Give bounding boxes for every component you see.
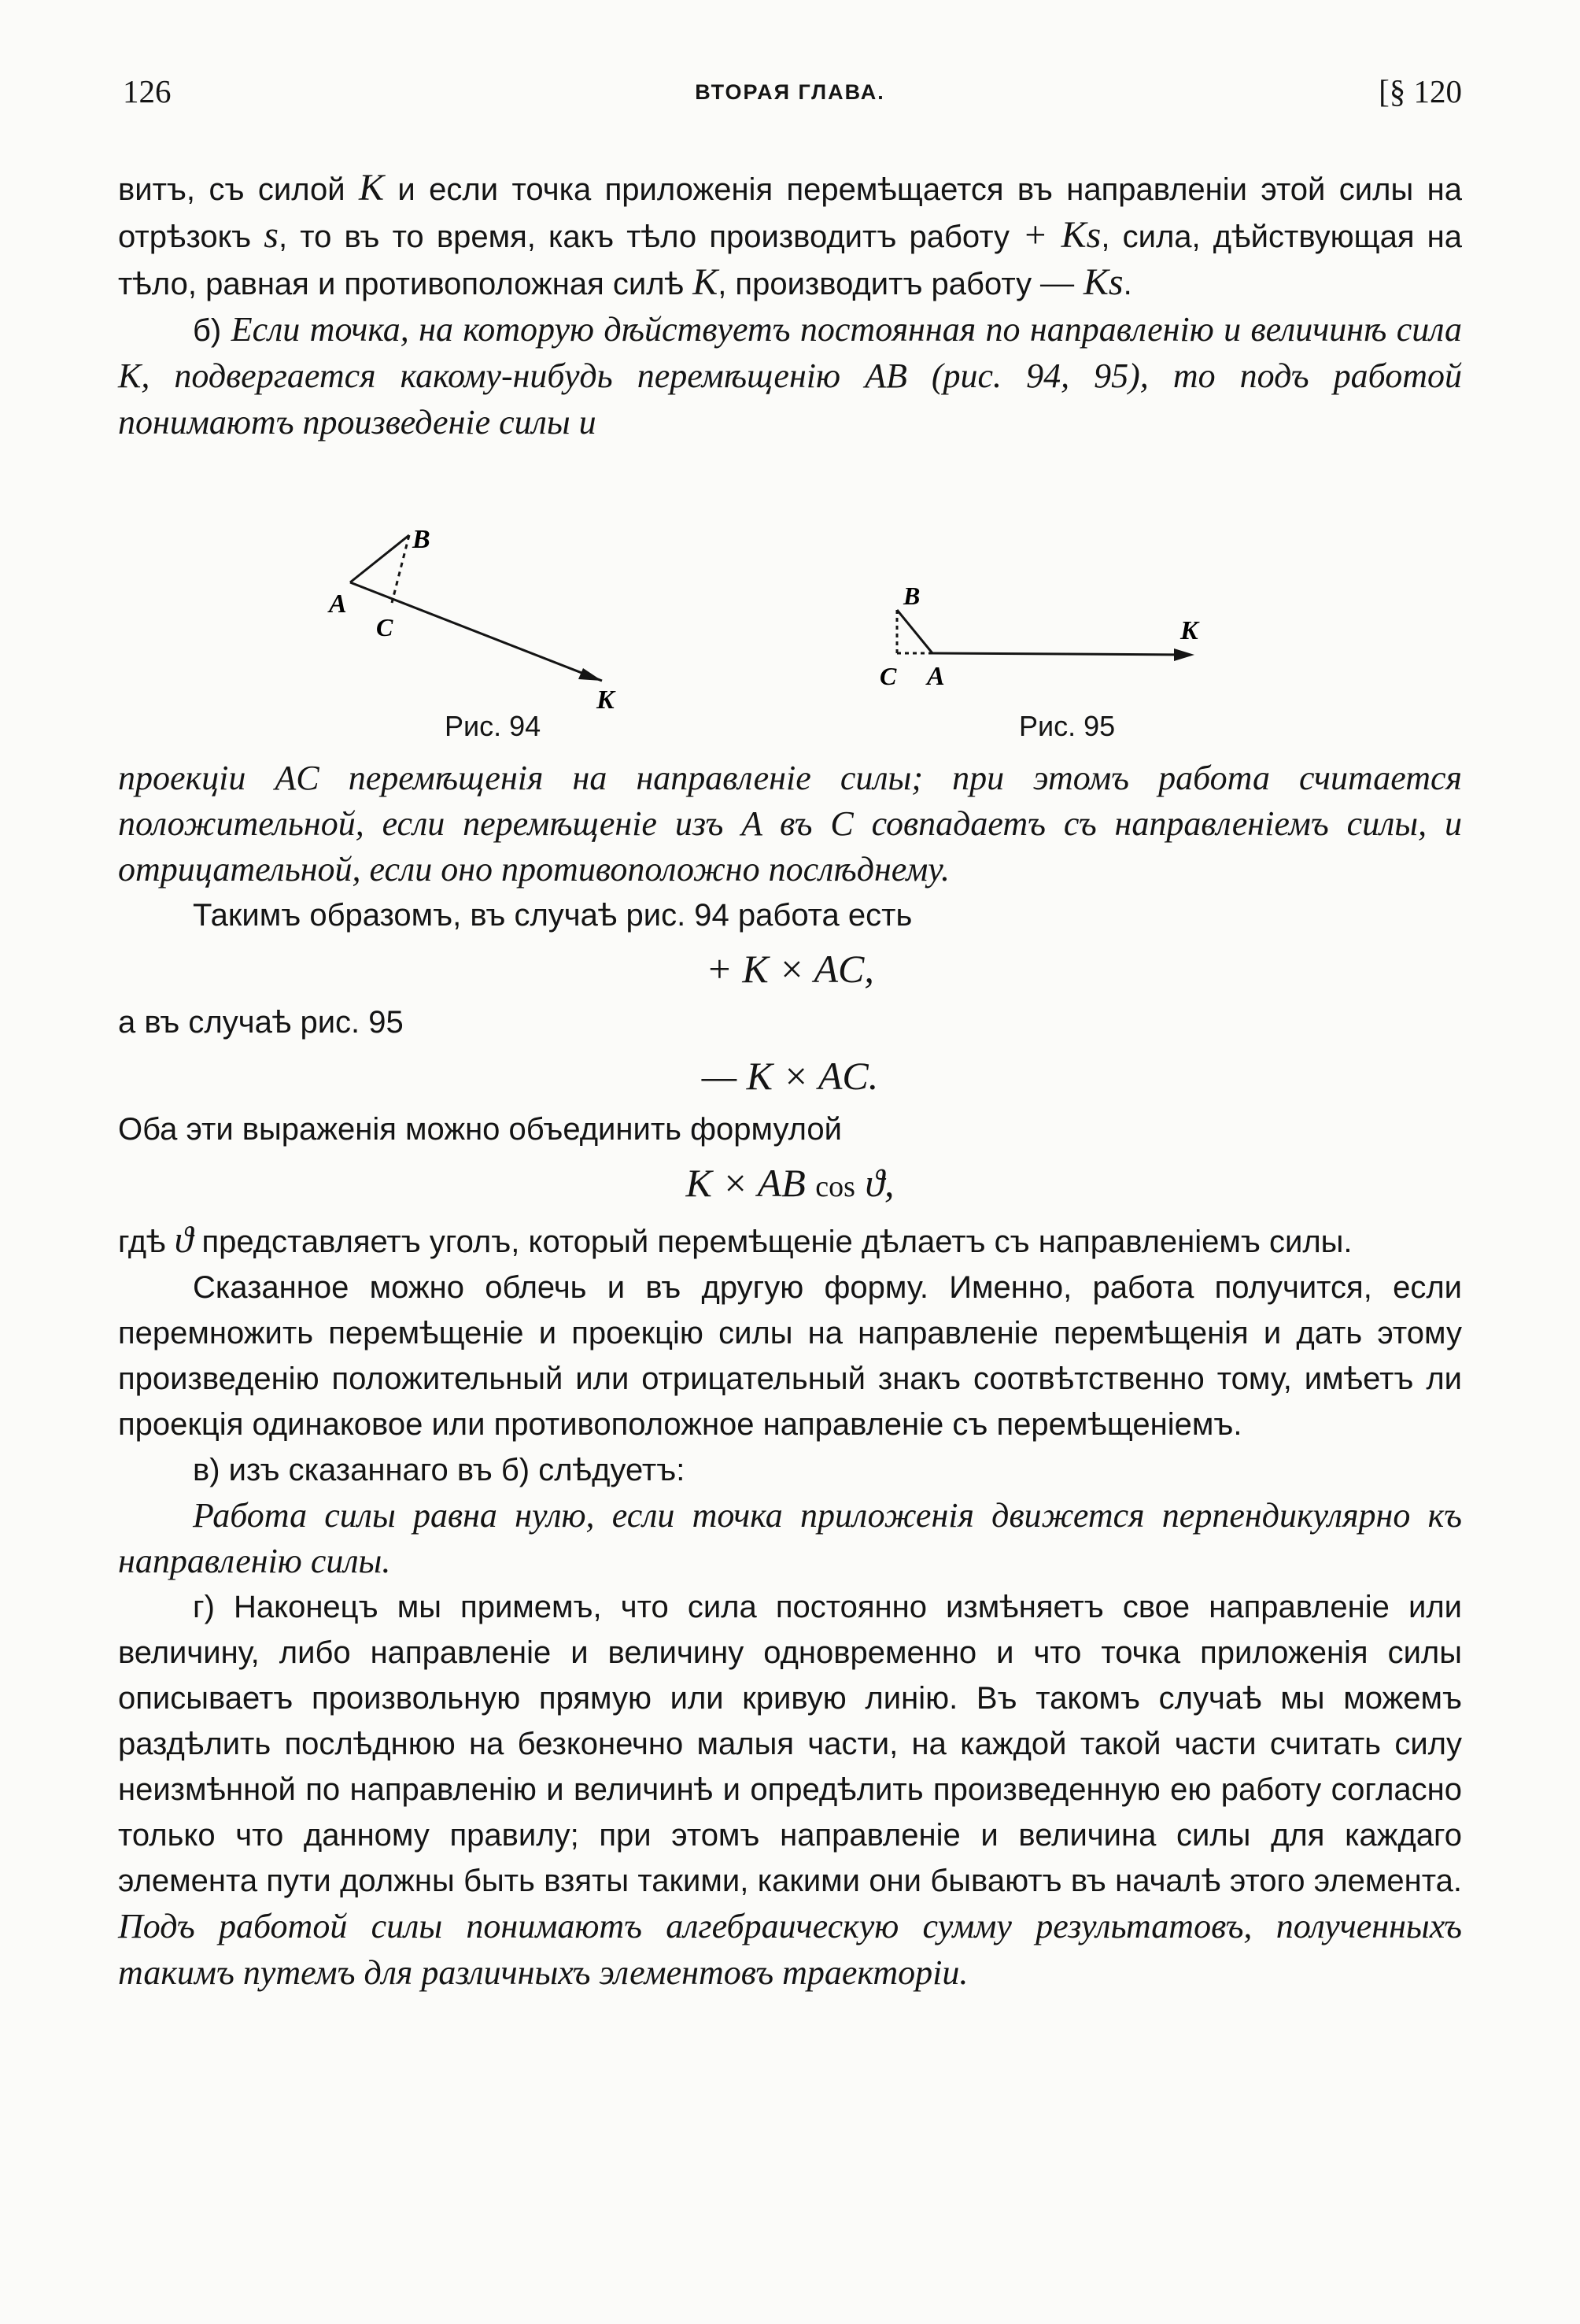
paragraph-combine: Оба эти выраженія можно объединить формулой (118, 1112, 842, 1147)
paragraph-b-continued: проекціи AC перемѣщенія на направленіе силы; при этомъ работа считается положительной, если перемѣщеніе изъ A въ C совпадаетъ съ направленіемъ силы, и отрицательной, если оно противоположно послѣднему. (118, 759, 1462, 889)
paragraph-thus: Такимъ образомъ, въ случаѣ рис. 94 работа есть (193, 898, 913, 933)
formula-combined: K × AB cos ϑ, (685, 1161, 895, 1205)
figure-94-diagram (323, 519, 653, 715)
fig95-label-k: K (1180, 616, 1198, 645)
paragraph-a: витъ, съ силой K и если точка приложенія перемѣщается въ направленіи этой силы на отрѣзокъ s, то въ то время, какъ тѣло производитъ работу + Ks, сила, дѣйствующая на тѣло, равная и противоположная силѣ K, производитъ работу — Ks. (118, 167, 1462, 303)
paragraph-case-95: а въ случаѣ рис. 95 (118, 1005, 404, 1040)
paragraph-d: г) Наконецъ мы примемъ, что сила постоянно измѣняетъ свое направленіе или величину, либо направленіе и величину одновременно и что точка приложенія силы описываетъ произвольную прямую или кривую линію. Въ такомъ случаѣ мы можемъ раздѣлить послѣднюю на безконечно малыя части, на каждой такой части считать силу неизмѣнной по направленію и величинѣ и опредѣлить произведенную ею работу согласно только что данному правилу; при этомъ направленіе и величина силы для каждаго элемента пути должны быть взяты такими, какими они бываютъ въ началѣ этого элемента. Подъ работой силы понимаютъ алгебраическую сумму результатовъ, полученныхъ такимъ путемъ для различныхъ элементовъ траекторіи. (118, 1590, 1462, 1992)
text-block-top (118, 165, 1462, 446)
formula-negative-work: — K × AC. (701, 1054, 879, 1098)
fig95-label-a: A (927, 662, 945, 691)
figure-95-diagram (873, 582, 1204, 693)
fig95-label-c: C (880, 662, 897, 690)
section-number: [§ 120 (1379, 73, 1462, 109)
fig94-label-c: C (376, 613, 393, 641)
fig95-label-b: B (903, 582, 921, 610)
paragraph-alternative-form: Сказанное можно облечь и въ другую форму. Именно, работа получится, если перемножить перемѣщеніе и проекцію силы на направленіе перемѣщенія и дать этому произведенію положительный или отрицательный знакъ соотвѣтственно тому, имѣетъ ли проекція одинаковое или противоположное направленіе съ перемѣщеніемъ. (118, 1270, 1462, 1442)
chapter-title: ВТОРАЯ ГЛАВА. (695, 80, 885, 104)
fig94-label-k: K (596, 685, 615, 715)
formula-positive-work: + K × AC, (706, 947, 874, 991)
page-header (118, 72, 1462, 120)
fig94-label-a: A (329, 589, 347, 619)
paragraph-c: в) изъ сказаннаго въ б) слѣдуетъ: (193, 1453, 685, 1487)
figure-95-caption: Рис. 95 (1019, 710, 1116, 742)
text-block-bottom (118, 756, 1462, 1997)
paragraph-c-statement: Работа силы равна нулю, если точка приложенія движется перпендикулярно къ направленію силы. (118, 1496, 1462, 1580)
fig94-label-b: B (412, 525, 430, 554)
page-number: 126 (123, 73, 172, 109)
figure-94-caption: Рис. 94 (445, 710, 541, 742)
paragraph-b: б) Если точка, на которую дѣйствуетъ постоянная по направленію и величинѣ сила K, подвергается какому-нибудь перемѣщенію AB (рис. 94, 95), то подъ работой понимаютъ произведеніе силы и (118, 310, 1462, 442)
figures-row (118, 504, 1462, 756)
paragraph-where-theta: гдѣ ϑ представляетъ уголъ, который перемѣщеніе дѣлаетъ съ направленіемъ силы. (118, 1219, 1353, 1261)
